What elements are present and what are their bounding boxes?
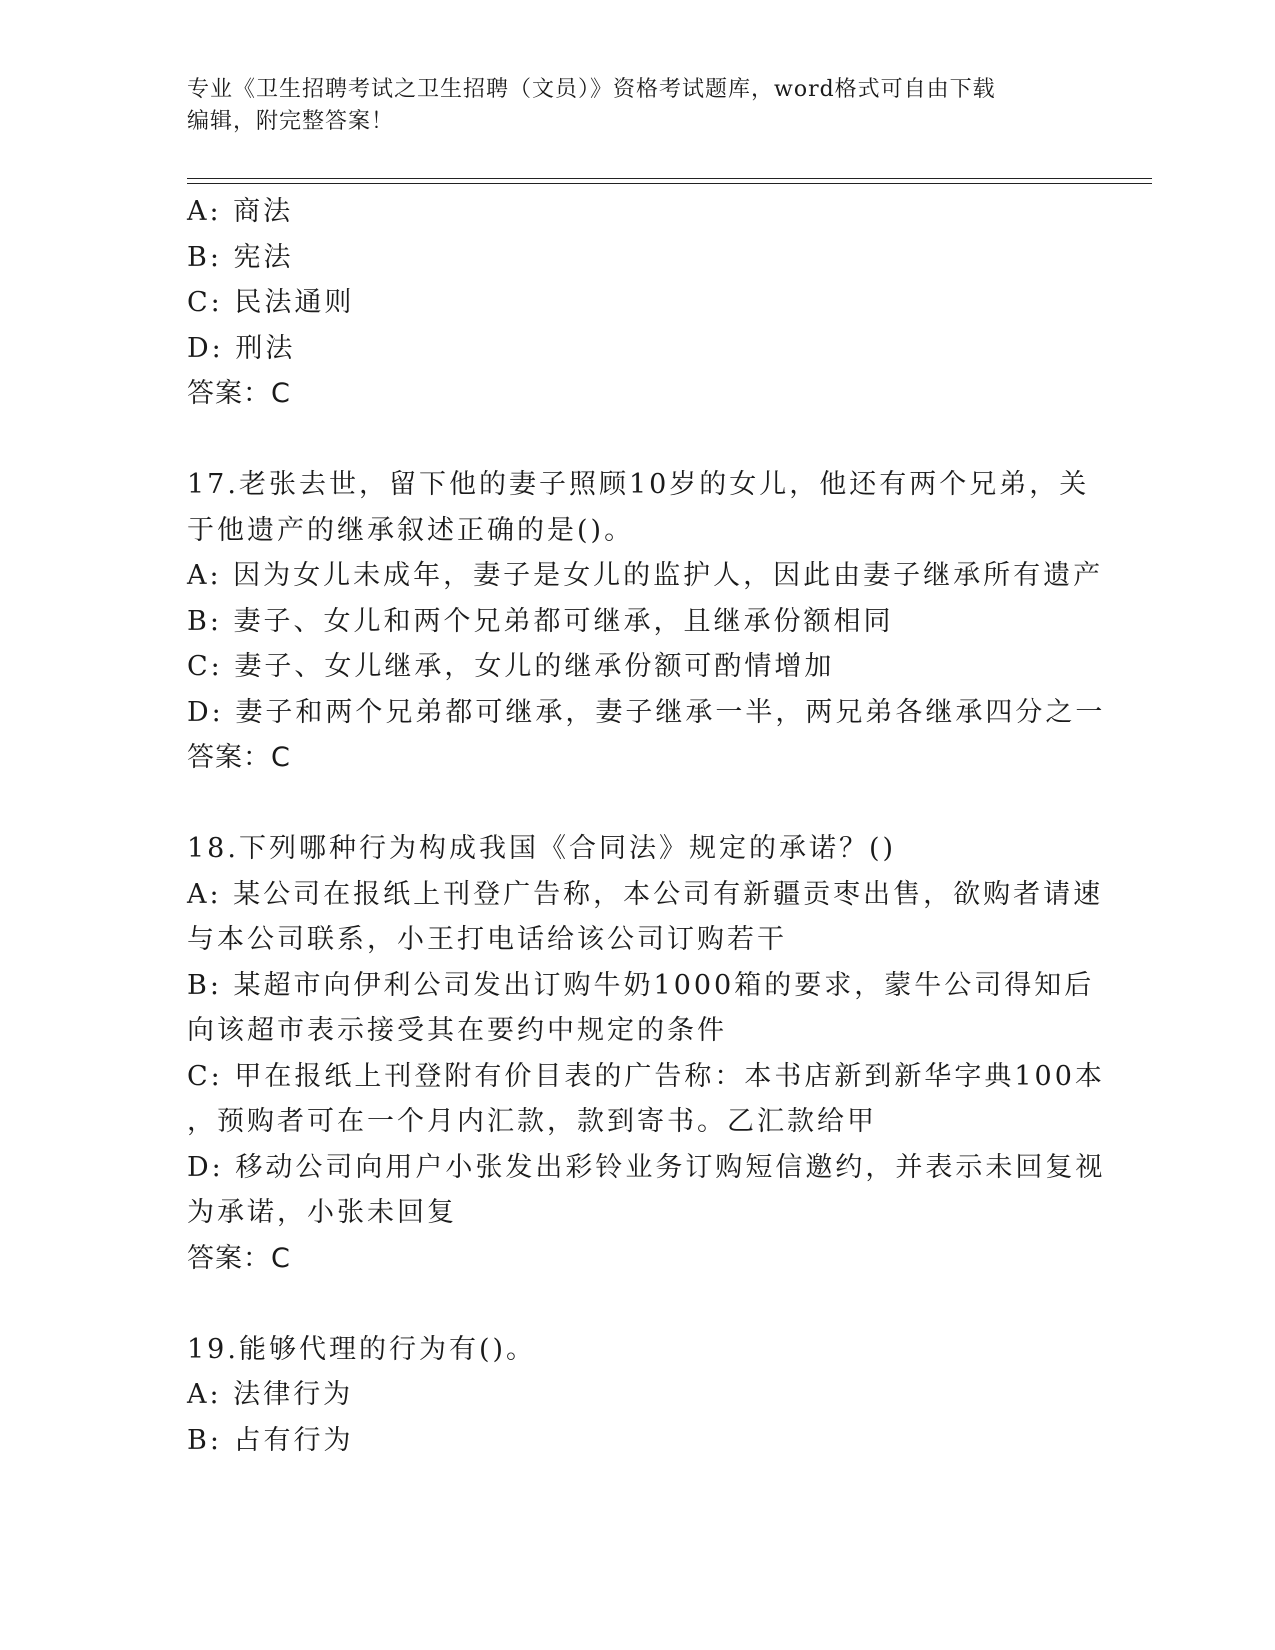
option-d: D: 移动公司向用户小张发出彩铃业务订购短信邀约，并表示未回复视 [187, 1151, 1106, 1183]
header-line-1: 专业《卫生招聘考试之卫生招聘（文员）》资格考试题库，word格式可自由下载 [187, 77, 996, 102]
option-b: B: 妻子、女儿和两个兄弟都可继承，且继承份额相同 [187, 605, 894, 637]
header-rule-top [187, 178, 1152, 179]
option-a: A: 因为女儿未成年，妻子是女儿的监护人，因此由妻子继承所有遗产 [187, 560, 1104, 591]
question-18 [187, 826, 1106, 1281]
document-header [187, 74, 1067, 138]
option-d-continued: 为承诺，小张未回复 [187, 1197, 457, 1228]
option-a: A: 法律行为 [187, 1379, 354, 1410]
question-list [187, 189, 1106, 1463]
option-c: C: 妻子、女儿继承，女儿的继承份额可酌情增加 [187, 651, 835, 682]
question-stem: 17.老张去世，留下他的妻子照顾10岁的女儿，他还有两个兄弟，关 [187, 469, 1090, 500]
question-stem: 于他遗产的继承叙述正确的是()。 [187, 514, 635, 546]
option-c-continued: ，预购者可在一个月内汇款，款到寄书。乙汇款给甲 [187, 1106, 877, 1137]
option-a: A: 商法 [187, 196, 294, 227]
option-b: B: 宪法 [187, 241, 294, 273]
option-b: B: 占有行为 [187, 1424, 354, 1456]
option-d: D: 妻子和两个兄弟都可继承，妻子继承一半，两兄弟各继承四分之一 [187, 696, 1106, 728]
option-a-continued: 与本公司联系，小王打电话给该公司订购若干 [187, 924, 787, 955]
option-a: A: 某公司在报纸上刊登广告称，本公司有新疆贡枣出售，欲购者请速 [187, 878, 1104, 910]
option-c: C: 民法通则 [187, 287, 355, 318]
option-c: C: 甲在报纸上刊登附有价目表的广告称：本书店新到新华字典100本 [187, 1060, 1105, 1092]
header-rule-bottom [187, 183, 1152, 184]
option-d: D: 刑法 [187, 332, 296, 364]
spacer [187, 1281, 1087, 1327]
spacer [187, 781, 1087, 827]
header-line-2: 编辑，附完整答案！ [187, 109, 395, 134]
question-16 [187, 189, 1087, 417]
question-17 [187, 462, 1106, 781]
option-b-continued: 向该超市表示接受其在要约中规定的条件 [187, 1015, 727, 1046]
spacer [187, 417, 1087, 463]
answer: 答案：C [187, 742, 291, 773]
option-b: B: 某超市向伊利公司发出订购牛奶1000箱的要求，蒙牛公司得知后 [187, 969, 1095, 1001]
answer: 答案：C [187, 378, 291, 409]
answer: 答案：C [187, 1242, 291, 1274]
question-19 [187, 1327, 1087, 1464]
question-stem: 19.能够代理的行为有()。 [187, 1333, 537, 1365]
question-stem: 18.下列哪种行为构成我国《合同法》规定的承诺？() [187, 833, 897, 864]
